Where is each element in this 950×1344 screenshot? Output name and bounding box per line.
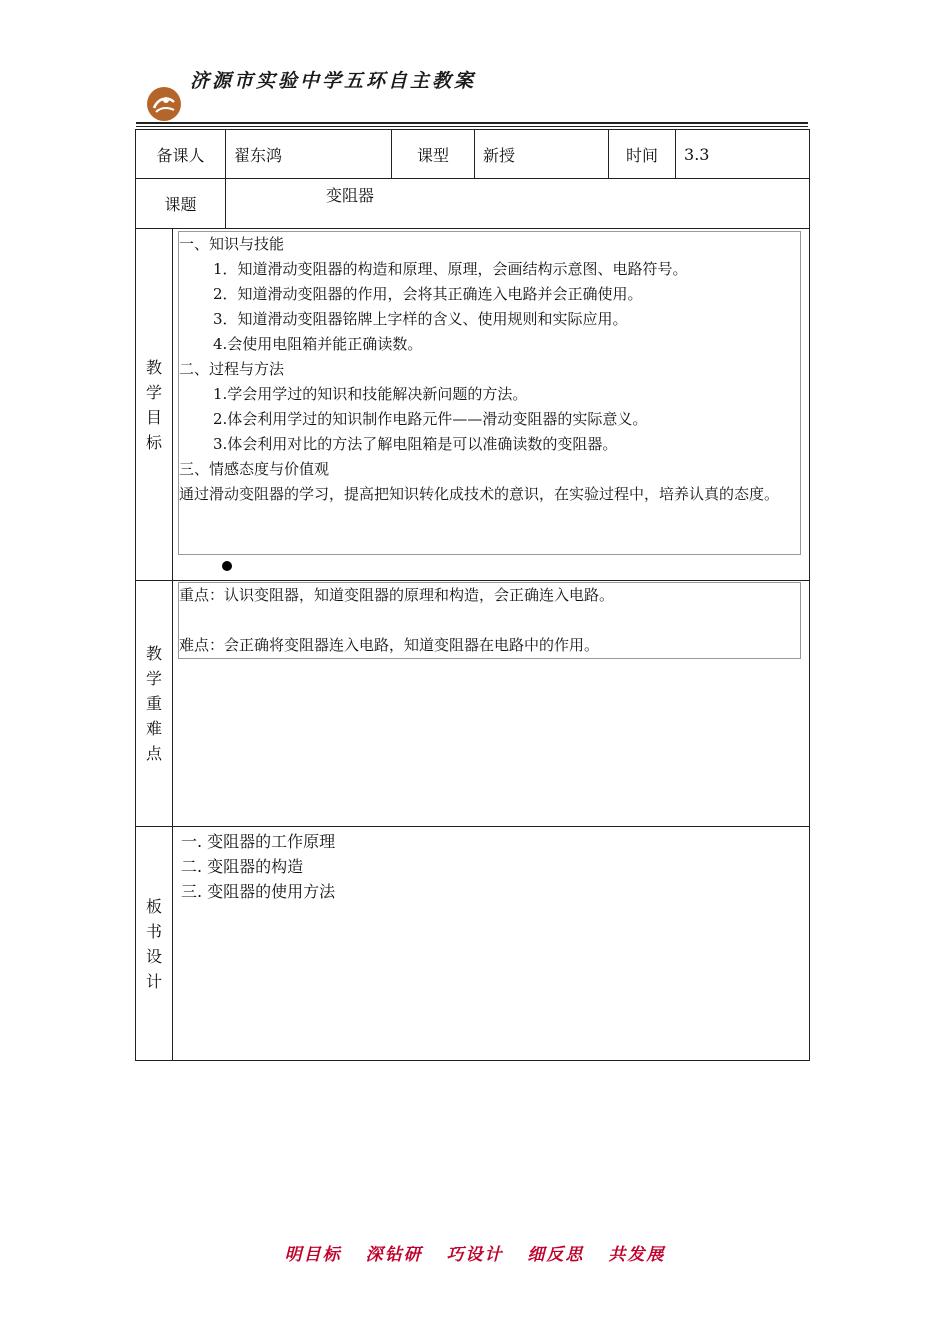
key-points-row: [136, 581, 810, 827]
objectives-line: 1.学会用学过的知识和技能解决新问题的方法。: [213, 385, 528, 403]
objectives-line: 1．知道滑动变阻器的构造和原理、原理，会画结构示意图、电路符号。: [213, 260, 688, 278]
topic-row: [136, 179, 810, 229]
page-header: [136, 62, 808, 126]
objectives-line: 2．知道滑动变阻器的作用，会将其正确连入电路并会正确使用。: [213, 285, 643, 303]
info-row: [136, 130, 810, 179]
board-design-label: 板 书 设 计: [136, 827, 173, 1061]
objectives-line: 3．知道滑动变阻器铭牌上字样的含义、使用规则和实际应用。: [213, 310, 628, 328]
footer-slogans: [0, 1240, 950, 1265]
time-value: 3.3: [676, 130, 810, 179]
objectives-box: [178, 231, 801, 555]
board-design-row: [136, 827, 810, 1061]
footer-slogan: 共发展: [608, 1245, 666, 1265]
header-rule-thin: [136, 126, 808, 127]
school-logo-icon: [146, 86, 182, 122]
key-points-label: 教 学 重 难 点: [136, 581, 173, 827]
board-line: 二. 变阻器的构造: [181, 857, 304, 876]
objectives-line: 通过滑动变阻器的学习，提高把知识转化成技术的意识，在实验过程中，培养认真的态度。: [179, 485, 780, 503]
objectives-line: 三、情感态度与价值观: [179, 460, 330, 478]
preparer-value: 翟东鸿: [226, 130, 392, 179]
objectives-line: 2.体会利用学过的知识制作电路元件——滑动变阻器的实际意义。: [213, 410, 648, 428]
objectives-content: [173, 229, 810, 581]
board-line: 一. 变阻器的工作原理: [181, 832, 336, 851]
header-rule-thick: [136, 122, 808, 124]
objectives-label: 教 学 目 标: [136, 229, 173, 581]
key-points-box: [178, 582, 801, 659]
topic-value: 变阻器: [226, 179, 810, 229]
lesson-type-value: 新授: [475, 130, 609, 179]
objectives-line: 3.体会利用对比的方法了解电阻箱是可以准确读数的变阻器。: [213, 435, 618, 453]
objectives-row: [136, 229, 810, 581]
topic-label: 课题: [136, 179, 226, 229]
lesson-type-label: 课型: [392, 130, 475, 179]
objectives-line: 4.会使用电阻箱并能正确读数。: [213, 335, 423, 353]
key-point-text: 重点：认识变阻器，知道变阻器的原理和构造，会正确连入电路。: [179, 586, 615, 604]
time-label: 时间: [609, 130, 676, 179]
bullet-dot-icon: [222, 561, 232, 571]
preparer-label: 备课人: [136, 130, 226, 179]
board-line: 三. 变阻器的使用方法: [181, 882, 336, 901]
footer-slogan: 深钻研: [365, 1245, 423, 1265]
board-design-content: [173, 827, 810, 1061]
footer-slogan: 细反思: [527, 1245, 585, 1265]
objectives-line: 二、过程与方法: [179, 360, 285, 378]
footer-slogan: 巧设计: [446, 1245, 504, 1265]
objectives-line: 一、知识与技能: [179, 235, 285, 253]
key-points-content: [173, 581, 810, 827]
school-title: 济源市实验中学五环自主教案: [190, 70, 477, 92]
difficulty-text: 难点：会正确将变阻器连入电路，知道变阻器在电路中的作用。: [179, 636, 600, 654]
lesson-plan-table: [135, 129, 810, 1061]
footer-slogan: 明目标: [284, 1245, 342, 1265]
